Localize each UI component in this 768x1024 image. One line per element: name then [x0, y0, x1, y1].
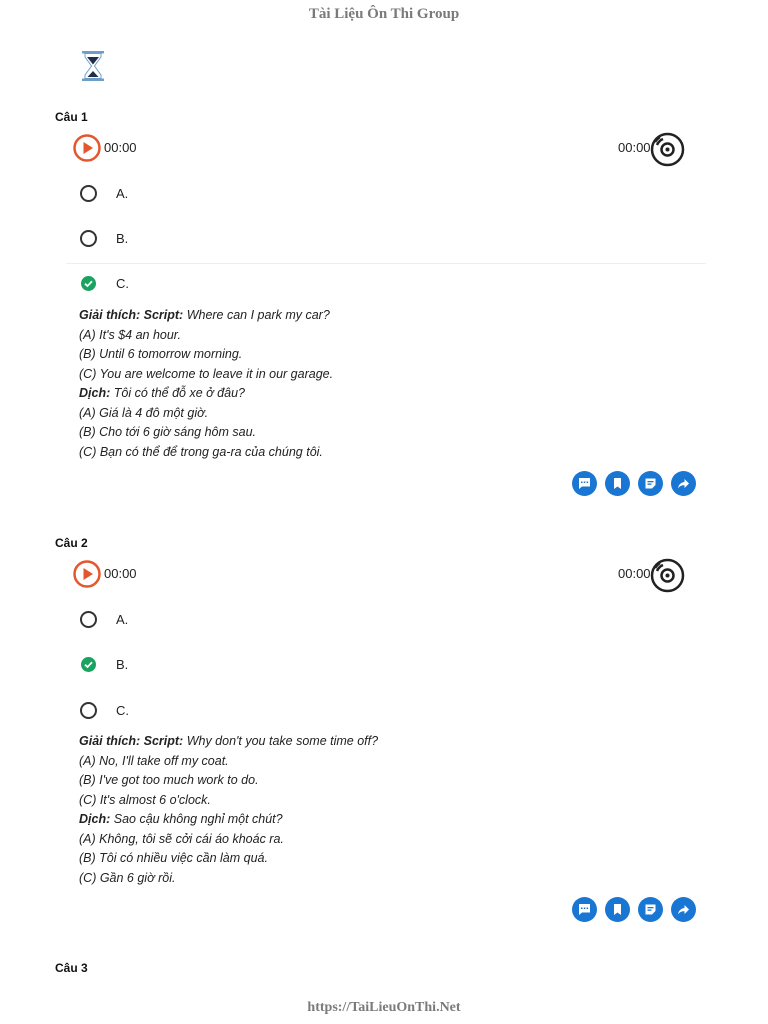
- divider: [66, 263, 706, 264]
- option-label: A.: [116, 612, 129, 627]
- translation-answer: (A) Giá là 4 đô một giờ.: [79, 405, 209, 420]
- hourglass-icon: [81, 51, 105, 81]
- comment-icon: [577, 902, 592, 917]
- play-icon[interactable]: [73, 134, 101, 162]
- explanation-script-line: [79, 732, 378, 752]
- footer-url: https://TaiLieuOnThi.Net: [307, 1000, 461, 1015]
- share-button[interactable]: [671, 471, 696, 496]
- translation-question: Tôi có thể đỗ xe ở đâu?: [113, 386, 245, 400]
- script-line: (C) It's almost 6 o'clock.: [79, 792, 211, 807]
- radio-button[interactable]: [80, 702, 97, 719]
- check-circle-icon[interactable]: [80, 656, 97, 673]
- option-label: B.: [116, 231, 129, 246]
- translation-line: [79, 384, 333, 404]
- translation-line: [79, 810, 378, 830]
- audio-time-total: 00:00: [618, 140, 651, 155]
- answer-option[interactable]: [80, 608, 680, 632]
- note-button[interactable]: [638, 471, 663, 496]
- share-icon: [676, 902, 691, 917]
- audio-time-current: 00:00: [104, 140, 137, 155]
- question-label: Câu 3: [55, 961, 88, 975]
- bookmark-icon: [610, 902, 625, 917]
- script-line: (C) You are welcome to leave it in our garage.: [79, 366, 334, 381]
- translation-answer: (A) Không, tôi sẽ cởi cái áo khoác ra.: [79, 831, 284, 846]
- radio-button[interactable]: [80, 230, 97, 247]
- script-line: (B) Until 6 tomorrow morning.: [79, 347, 243, 361]
- script-question: Why don't you take some time off?: [186, 734, 379, 748]
- audio-player: [73, 558, 687, 590]
- script-line: (B) I've got too much work to do.: [79, 773, 259, 787]
- question-label: Câu 1: [55, 110, 88, 124]
- translation-label: Dịch:: [79, 386, 111, 400]
- note-button[interactable]: [638, 897, 663, 922]
- explanation-script-line: [79, 306, 333, 326]
- action-bar: [572, 897, 698, 923]
- note-icon: [643, 902, 658, 917]
- translation-label: Dịch:: [79, 812, 111, 826]
- answer-option[interactable]: [80, 227, 680, 251]
- play-icon[interactable]: [73, 560, 101, 588]
- share-icon: [676, 476, 691, 491]
- audio-time-total: 00:00: [618, 566, 651, 581]
- bookmark-icon: [610, 476, 625, 491]
- speaker-icon[interactable]: [650, 558, 685, 593]
- comment-button[interactable]: [572, 471, 597, 496]
- radio-button[interactable]: [80, 611, 97, 628]
- option-label: C.: [116, 703, 129, 718]
- translation-answer: (B) Tôi có nhiều việc cần làm quá.: [79, 851, 268, 865]
- script-line: (A) It's $4 an hour.: [79, 327, 181, 342]
- audio-time-current: 00:00: [104, 566, 137, 581]
- answer-option[interactable]: [80, 182, 680, 206]
- translation-answer: (C) Gần 6 giờ rồi.: [79, 870, 176, 885]
- answer-option[interactable]: [80, 272, 680, 296]
- answer-option[interactable]: [80, 699, 680, 723]
- share-button[interactable]: [671, 897, 696, 922]
- header-title: Tài Liệu Ôn Thi Group: [308, 6, 460, 22]
- comment-icon: [577, 476, 592, 491]
- option-label: C.: [116, 276, 129, 291]
- explanation: [79, 732, 378, 888]
- explanation-heading: Giải thích:: [79, 308, 141, 322]
- script-question: Where can I park my car?: [186, 308, 330, 322]
- question-label: Câu 2: [55, 536, 88, 550]
- script-label: Script:: [143, 734, 184, 748]
- note-icon: [643, 476, 658, 491]
- bookmark-button[interactable]: [605, 897, 630, 922]
- explanation: [79, 306, 333, 462]
- script-line: (A) No, I'll take off my coat.: [79, 753, 229, 768]
- option-label: A.: [116, 186, 129, 201]
- script-label: Script:: [143, 308, 184, 322]
- radio-button[interactable]: [80, 185, 97, 202]
- answer-option[interactable]: [80, 653, 680, 677]
- action-bar: [572, 471, 698, 497]
- check-circle-icon[interactable]: [80, 275, 97, 292]
- translation-answer: (C) Bạn có thể để trong ga-ra của chúng tôi.: [79, 444, 323, 459]
- comment-button[interactable]: [572, 897, 597, 922]
- translation-answer: (B) Cho tới 6 giờ sáng hôm sau.: [79, 425, 256, 439]
- bookmark-button[interactable]: [605, 471, 630, 496]
- speaker-icon[interactable]: [650, 132, 685, 167]
- translation-question: Sao cậu không nghỉ một chút?: [113, 812, 283, 826]
- audio-player: [73, 132, 687, 164]
- option-label: B.: [116, 657, 129, 672]
- explanation-heading: Giải thích:: [79, 734, 141, 748]
